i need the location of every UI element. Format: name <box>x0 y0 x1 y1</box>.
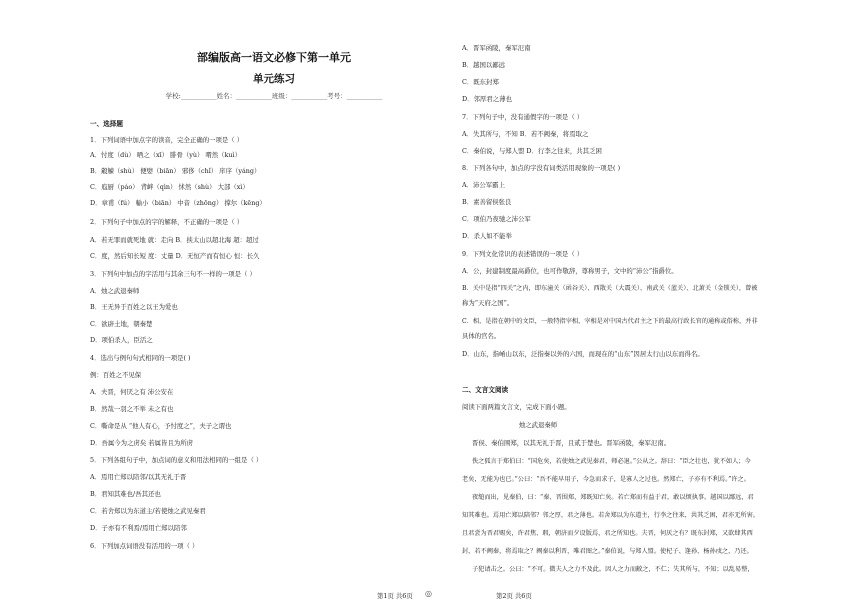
student-info-line: 学校:___________姓名：___________班级：___________考号：___________ <box>165 92 383 100</box>
page-number-right: 第2页 共6页 <box>496 592 532 600</box>
option-line: A．晋军函陵，秦军氾南 <box>462 44 531 52</box>
option-line: B．王无异于百姓之以王为爱也 <box>90 303 178 311</box>
option-line: B．觳觫（shù） 便嬖（biān） 邪侈（chǐ） 庠序（yáng） <box>90 167 261 175</box>
passage-line: 老矣，无能为也已。”公曰：“吾不能早用子，今急而求子，是寡人之过也。然郑亡，子亦有不利焉。”许之。 <box>462 476 750 483</box>
option-line: B．素善留侯张良 <box>462 198 512 206</box>
option-line: C．既东封郑 <box>462 78 499 86</box>
option-line: 具体的官名。 <box>462 332 501 340</box>
binding-hole-icon: ◎ <box>425 589 432 598</box>
option-line: D．章甫（fú） 輸小（biān） 中音（zhōng） 撑尔（kēng） <box>90 199 266 207</box>
option-line: C．度，然后知长短 度：丈量 D．无恒产而有恒心 恒：长久 <box>90 252 260 260</box>
option-line: A．失其所与，不知 B．若不阙秦，将焉取之 <box>462 130 589 138</box>
passage-title: 烛之武退秦师 <box>518 421 558 429</box>
question-line: 8．下列各句中，加点的字没有词类活用现象的一项是( ) <box>462 164 621 172</box>
passage-line: 知其难也。焉用亡郑以陪邻？邻之厚，君之薄也。若舍郑以为东道主，行李之往来，共其乏困，君亦无所害。 <box>462 512 759 519</box>
option-line: C．庖厨（páo） 背衅（qìn） 怵然（shù） 大部（xì） <box>90 183 249 191</box>
option-line: C．嘶命是从 “他人有心，予忖度之”，夫子之谓也 <box>90 422 232 430</box>
option-line: D．吾属今为之虏矣 若属皆且为所虏 <box>90 439 194 447</box>
option-line: A．若无罪而就死地 就：走向 B．挟太山以超北海 超：超过 <box>90 236 259 244</box>
option-line: 称为“天府之国”。 <box>462 299 514 307</box>
section-heading-reading: 二、文言文阅读 <box>462 386 509 394</box>
passage-line: 且君尝为晋君赐矣，许君焦、瑕，朝济而夕设版焉，君之所知也。夫晋，何厌之有？既东封郑，又欲肆其西 <box>462 530 753 537</box>
passage-line: 子犯请击之。公曰：“不可。微夫人之力不及此。因人之力而敝之，不仁；失其所与，不知；以乱易整， <box>472 566 754 573</box>
page-number-left: 第1页 共6页 <box>377 592 413 600</box>
option-line: A．夫晋，何厌之有 沛公安在 <box>90 388 174 396</box>
option-line: A．公，封建制度最高爵位，也可作敬辞，尊称男子，文中的“沛公”指爵位。 <box>462 267 678 275</box>
option-line: A．忖度（dù） 哂之（xī） 腓骨（yù） 喟然（kuì） <box>90 151 241 159</box>
option-line: A．沛公军霸上 <box>462 181 505 189</box>
passage-line: 夜缒而出，见秦伯，曰：“秦、晋围郑，郑既知亡矣。若亡郑而有益于君，敢以烦执事。越国以鄙远，君 <box>472 494 754 501</box>
passage-line: 封，若不阙秦，将焉取之？阙秦以利晋，唯君图之。”秦伯说，与郑人盟。使杞子、逢孙、杨孙戍之，乃还。 <box>462 548 753 555</box>
question-line: 3．下列句中加点的字活用与其余三句不一样的一项是（ ） <box>90 270 256 278</box>
option-line: D．项伯杀人，臣活之 <box>90 336 153 344</box>
option-line: D．杀人如不能举 <box>462 232 512 240</box>
option-line: C．相，是指在朝中的文臣，一般特指宰相，宰相是对中国古代君主之下的最高行政长官的通称或俗称，并非 <box>462 318 758 325</box>
option-line: C．若舍郑以为东道主/若使烛之武见秦君 <box>90 507 206 515</box>
option-line: A．烛之武退秦师 <box>90 287 140 295</box>
question-line: 4．选出与例句句式相同的一项是( ) <box>90 354 191 362</box>
passage-line: 晋侯、秦伯围郑，以其无礼于晋，且贰于楚也。晋军函陵，秦军氾南。 <box>472 439 671 447</box>
question-line: 7．下列句子中，没有通假字的一项是（ ） <box>462 113 584 121</box>
exam-title: 部编版高一语文必修下第一单元 <box>197 51 351 64</box>
option-line: C．秦伯说，与郑人盟 D．行李之往来，共其乏困 <box>462 147 602 155</box>
question-line: 5．下列各组句子中，加点词的意义和用法相同的一组是（ ） <box>90 456 263 464</box>
question-line: 6．下列加点词语没有活用的一项（ ） <box>90 542 199 550</box>
question-line: 1．下列词语中加点字的读音，完全正确的一项是（ ） <box>90 136 244 144</box>
section-heading-choice: 一、选择题 <box>90 120 123 128</box>
question-line: 2．下列句子中加点的字的解释，不正确的一项是（ ） <box>90 218 244 226</box>
option-line: D．邻厚君之薄也 <box>462 95 512 103</box>
option-line: D．山东，指崤山以东，泛指秦以外的六国，而现在的“山东”因居太行山以东而得名。 <box>462 350 704 358</box>
option-line: C．欲辟土地，朝秦楚 <box>90 320 153 328</box>
example-line: 例：百姓之不见保 <box>90 371 142 379</box>
option-line: B．君知其难也/吾其还也 <box>90 490 161 498</box>
exam-subtitle: 单元练习 <box>253 73 295 85</box>
option-line: B．越国以鄙远 <box>462 61 506 69</box>
option-line: D．子亦有不利焉/焉用亡郑以陪邻 <box>90 524 187 532</box>
instruction-line: 阅读下面两篇文言文，完成下面小题。 <box>462 403 571 411</box>
passage-line: 佚之狐言于郑伯曰：“国危矣，若使烛之武见秦君，师必退。”公从之。辞曰：“臣之壮也，犹不如人；今 <box>472 458 751 465</box>
question-line: 9．下列文化常识的表述错误的一项是（ ） <box>462 250 584 258</box>
option-line: B．然哉一羽之不举 未之有也 <box>90 405 174 413</box>
option-line: A．焉用亡郑以陪邻/以其无礼于晋 <box>90 473 187 481</box>
option-line: B．关中是指“四关”之内，即东潼关（函谷关）、西散关（大震关）、南武关（蓝关）、北萧关（金锁关），曾被 <box>462 285 758 292</box>
option-line: C．项伯乃夜驰之沛公军 <box>462 215 531 223</box>
